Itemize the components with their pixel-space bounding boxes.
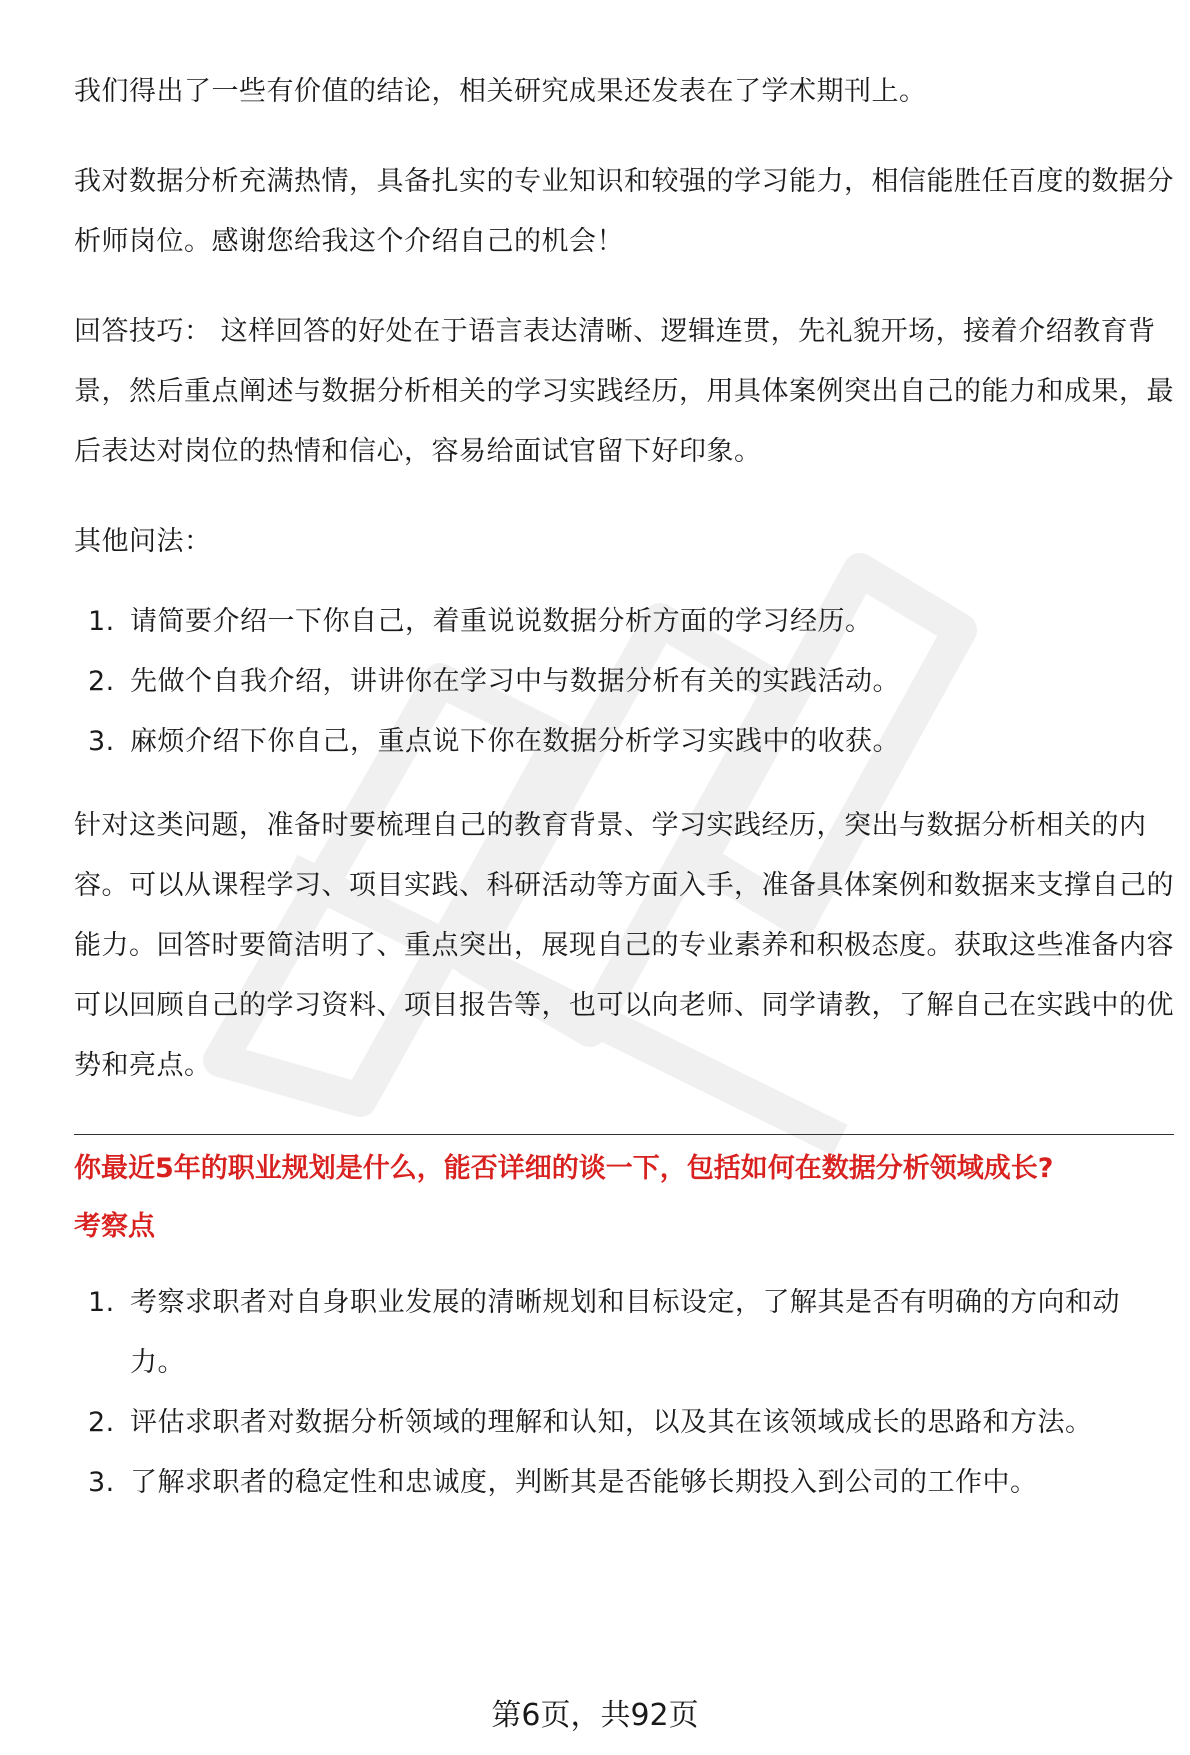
page-content	[74, 62, 1174, 1513]
list-text: 请简要介绍一下你自己，着重说说数据分析方面的学习经历。	[130, 606, 873, 637]
list-number: 2.	[88, 1407, 115, 1438]
list-number: 2.	[88, 666, 115, 697]
list-item	[74, 1393, 1174, 1453]
list-text: 麻烦介绍下你自己，重点说下你在数据分析学习实践中的收获。	[130, 726, 900, 757]
list-item	[74, 1453, 1174, 1513]
list-item	[74, 712, 1174, 772]
list-text: 评估求职者对数据分析领域的理解和认知，以及其在该领域成长的思路和方法。	[130, 1407, 1093, 1438]
other-questions-list	[74, 592, 1174, 772]
assessment-points-list	[74, 1273, 1174, 1513]
list-text: 考察求职者对自身职业发展的清晰规划和目标设定，了解其是否有明确的方向和动力。	[130, 1287, 1120, 1378]
list-item	[74, 592, 1174, 652]
intro-line: 我们得出了一些有价值的结论，相关研究成果还发表在了学术期刊上。	[74, 76, 927, 107]
preparation-advice-paragraph: 针对这类问题，准备时要梳理自己的教育背景、学习实践经历，突出与数据分析相关的内容。可以从课程学习、项目实践、科研活动等方面入手，准备具体案例和数据来支撑自己的能力。回答时要简洁明了、重点突出，展现自己的专业素养和积极态度。获取这些准备内容可以回顾自己的学习资料、项目报告等，也可以向老师、同学请教，了解自己在实践中的优势和亮点。	[74, 810, 1174, 1081]
list-item	[74, 1273, 1174, 1393]
list-number: 1.	[88, 606, 115, 637]
question-title: 你最近5年的职业规划是什么，能否详细的谈一下，包括如何在数据分析领域成长?	[74, 1153, 1054, 1184]
assessment-points-heading: 考察点	[74, 1211, 155, 1242]
page-number-footer: 第6页，共92页	[491, 1698, 699, 1733]
intro-paragraph: 我对数据分析充满热情，具备扎实的专业知识和较强的学习能力，相信能胜任百度的数据分析师岗位。感谢您给我这个介绍自己的机会！	[74, 166, 1174, 257]
list-number: 1.	[88, 1287, 115, 1318]
list-text: 了解求职者的稳定性和忠诚度，判断其是否能够长期投入到公司的工作中。	[130, 1467, 1038, 1498]
list-text: 先做个自我介绍，讲讲你在学习中与数据分析有关的实践活动。	[130, 666, 900, 697]
list-number: 3.	[88, 726, 115, 757]
answer-tips-paragraph: 回答技巧： 这样回答的好处在于语言表达清晰、逻辑连贯，先礼貌开场，接着介绍教育背景，然后重点阐述与数据分析相关的学习实践经历，用具体案例突出自己的能力和成果，最后表达对岗位的热情和信心，容易给面试官留下好印象。	[74, 316, 1174, 467]
list-number: 3.	[88, 1467, 115, 1498]
section-divider	[74, 1134, 1174, 1135]
other-questions-heading: 其他问法：	[74, 526, 212, 557]
list-item	[74, 652, 1174, 712]
